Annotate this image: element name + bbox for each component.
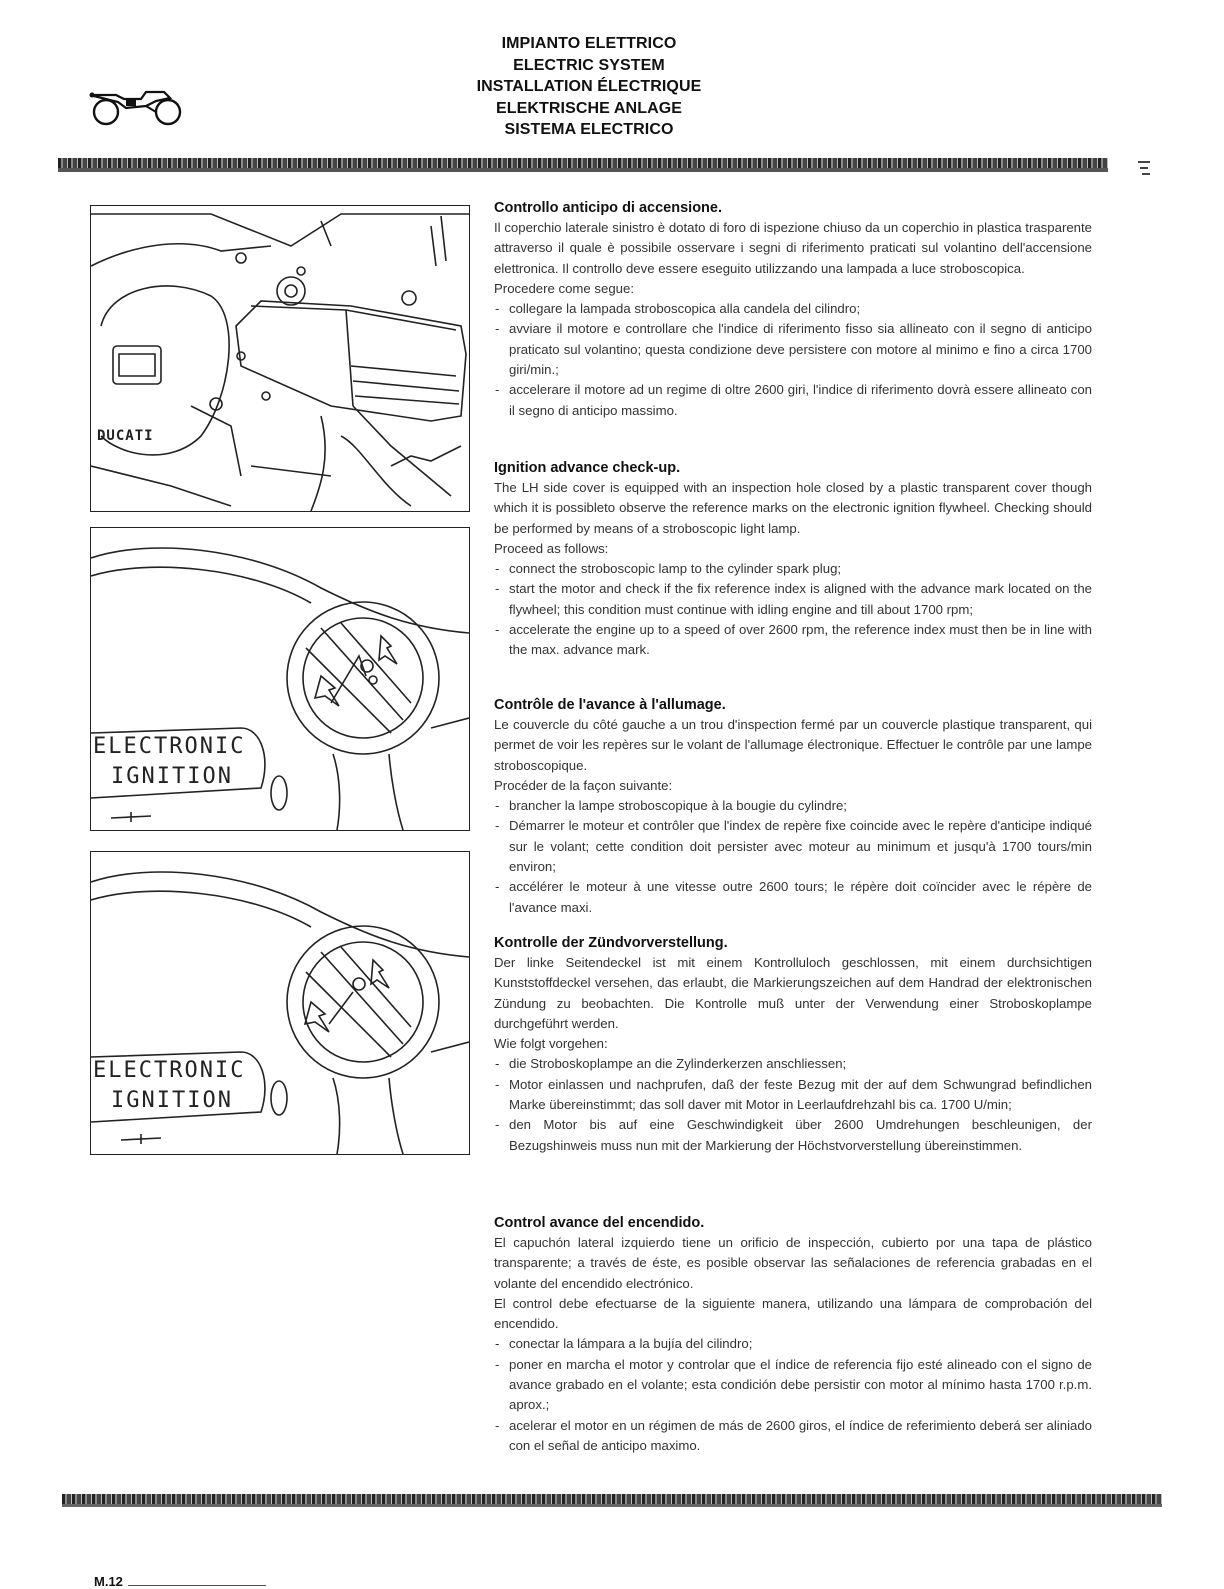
list-item: - Motor einlassen und nachprufen, daß der feste Bezug mit der auf dem Schwungrad befindlichen Marke übereinstimmt; das soll daver mit Motor in Leerlaufdrehzahl bis ca. 1700 U/min; [494, 1075, 1092, 1116]
list-item: - connect the stroboscopic lamp to the cylinder spark plug; [494, 559, 1092, 579]
motorcycle-icon [86, 84, 186, 126]
edge-marks [1138, 160, 1150, 180]
section-intro: The LH side cover is equipped with an inspection hole closed by a plastic transparent cover though which it is possibleto observe the reference marks on the electronic ignition flywheel. Checking should be performed by means of a stroboscopic light lamp. [494, 480, 1092, 536]
footer-rule-shadow [62, 1504, 1162, 1507]
plate-text-ignition: IGNITION [111, 1088, 233, 1113]
list-item: - avviare il motore e controllare che l'indice di riferimento fisso sia allineato con il segno di anticipo praticato sul volantino; questa condizione deve persistere con motore al minimo e fino a circa 1700 giri/min.; [494, 319, 1092, 380]
title-italian: IMPIANTO ELETTRICO [501, 35, 677, 52]
section-procedure: Wie folgt vorgehen: [494, 1036, 608, 1052]
footer-rule [62, 1494, 1162, 1504]
plate-text-electronic: ELECTRONIC [93, 1058, 246, 1083]
title-french: INSTALLATION ÉLECTRIQUE [476, 78, 702, 95]
section-procedure: El control debe efectuarse de la siguiente manera, utilizando una lámpara de comprobación del encendido. [494, 1295, 1092, 1332]
plate-text-ignition: IGNITION [111, 764, 233, 789]
step-list [494, 299, 1092, 421]
list-item: - conectar la lámpara a la bujía del cilindro; [494, 1334, 1092, 1354]
figure-inspection-window-advance [90, 851, 470, 1155]
list-item: - accelerate the engine up to a speed of over 2600 rpm, the reference index must then be in line with the max. advance mark. [494, 620, 1092, 661]
title-spanish: SISTEMA ELECTRICO [504, 121, 674, 138]
header-rule-shadow [58, 168, 1108, 172]
section-italian [494, 198, 1092, 421]
section-heading: Control avance del encendido. [494, 1215, 705, 1231]
title-english: ELECTRIC SYSTEM [513, 56, 665, 74]
section-intro: Le couvercle du côté gauche a un trou d'inspection fermé par un couvercle plastique transparent, qui permet de voir les repères sur le volant de l'allumage électronique. Effectuer le contrôle par une lampe stroboscopique. [494, 717, 1092, 773]
list-item: - poner en marcha el motor y controlar que el índice de referencia fijo esté alineado con el signo de avance grabado en el volante; esta condición debe persistir con motor al mínimo hasta 1700 r.p.m. aprox.; [494, 1355, 1092, 1416]
section-heading: Ignition advance check-up. [494, 460, 681, 476]
section-intro: Il coperchio laterale sinistro è dotato di foro di ispezione chiuso da un coperchio in plastica trasparente attraverso il quale è possibile osservare i segni di riferimento praticati sul volantino dell'accensione elettronica. Il controllo deve essere eseguito utilizzando una lampada a luce stroboscopica. [494, 220, 1092, 276]
section-english [494, 458, 1092, 661]
list-item: - start the motor and check if the fix reference index is aligned with the advance mark located on the flywheel; this condition must continue with idling engine and till about 1700 rpm; [494, 579, 1092, 620]
section-french [494, 695, 1092, 918]
step-list [494, 559, 1092, 660]
section-heading: Kontrolle der Zündvorverstellung. [494, 935, 728, 951]
section-intro: Der linke Seitendeckel ist mit einem Kontrolluloch geschlossen, mit einem durchsichtigen Kunststoffdeckel versehen, das erlaubt, die Markierungszeichen auf dem Handrad der elektronischen Zündung zu beobachten. Die Kontrolle muß unter der Verwendung einer Stroboskoplampe durchgeführt werden. [494, 955, 1092, 1031]
list-item: - die Stroboskoplampe an die Zylinderkerzen anschliessen; [494, 1054, 1092, 1074]
section-german [494, 933, 1092, 1156]
section-procedure: Procedere come segue: [494, 280, 635, 296]
list-item: - accelerare il motore ad un regime di oltre 2600 giri, l'indice di riferimento dovrà essere allineato con il segno di anticipo massimo. [494, 380, 1092, 421]
step-list [494, 1054, 1092, 1155]
section-spanish [494, 1213, 1092, 1456]
list-item: - den Motor bis auf eine Geschwindigkeit über 2600 Umdrehungen beschleunigen, der Bezugshinweis muss nun mit der Markierung der Höchstvorverstellung übereinstimmen. [494, 1115, 1092, 1156]
title-german: ELEKTRISCHE ANLAGE [495, 99, 683, 117]
section-heading: Contrôle de l'avance à l'allumage. [494, 697, 726, 713]
figure-strobe-lamp-engine [90, 205, 470, 512]
header-rule [58, 158, 1108, 168]
section-intro: El capuchón lateral izquierdo tiene un orificio de inspección, cubierto por una tapa de plástico transparente; a través de éste, es posible observar las señalaciones de referencia grabadas en el volante del encendido electrónico. [494, 1235, 1092, 1291]
list-item: - acelerar el motor en un régimen de más de 2600 giros, el índice de referimiento deberá ser aliniado con el señal de anticipo maximo. [494, 1416, 1092, 1457]
step-list [494, 1334, 1092, 1456]
list-item: - brancher la lampe stroboscopique à la bougie du cylindre; [494, 796, 1092, 816]
section-procedure: Proceed as follows: [494, 540, 609, 556]
figure-inspection-window-idle [90, 527, 470, 831]
list-item: - accélérer le moteur à une vitesse outre 2600 tours; le répère doit coïncider avec le répère de l'avance maxi. [494, 877, 1092, 918]
step-list [494, 796, 1092, 918]
list-item: - Démarrer le moteur et contrôler que l'index de repère fixe coincide avec le repère d'anticipe indiqué sur le volant; cette condition doit persister avec moteur au minimum et jusqu'à 1700 tours/min environ; [494, 816, 1092, 877]
engine-brand-label: DUCATI [97, 428, 154, 444]
page-number-underline [128, 1585, 266, 1586]
page-number: M.12 [94, 1574, 123, 1589]
section-heading: Controllo anticipo di accensione. [494, 200, 722, 216]
section-procedure: Procéder de la façon suivante: [494, 777, 673, 793]
plate-text-electronic: ELECTRONIC [93, 734, 246, 759]
list-item: - collegare la lampada stroboscopica alla candela del cilindro; [494, 299, 1092, 319]
engine-strobe-illustration [91, 206, 469, 511]
